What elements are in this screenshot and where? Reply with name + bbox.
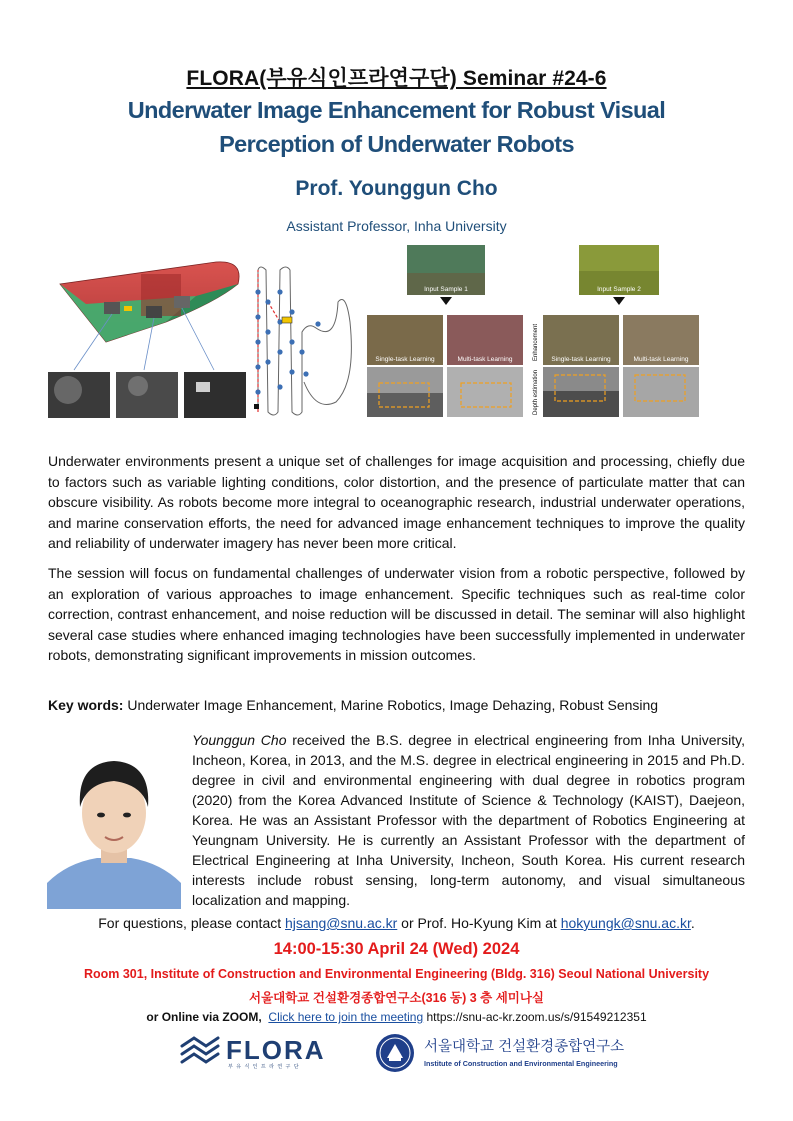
contact-email-link-2[interactable]: hokyungk@snu.ac.kr	[560, 915, 691, 931]
speaker-bio	[192, 730, 745, 910]
contact-prefix: For questions, please contact	[98, 915, 286, 931]
abstract-paragraph-1: Underwater environments present a unique set of challenges for image acquisition and processing, chiefly due to factors such as variable lighting conditions, color distortion, and the presence of particulate matter that can obscure visibility. As robots become more integral to oceanographic research, industrial underwater operations, and marine conservation efforts, the need for advanced image enhancement techniques to improve the quality and reliability of underwater imagery has never been more critical.	[48, 453, 745, 551]
flora-logo	[180, 1032, 345, 1070]
speaker-affiliation: Assistant Professor, Inha University	[286, 218, 507, 234]
speaker-name: Prof. Younggun Cho	[295, 177, 498, 200]
multi-task-label-2: Multi-task Learning	[633, 356, 689, 363]
snu-logo-english: Institute of Construction and Environmental Engineering	[424, 1059, 618, 1068]
talk-title-line-2: Perception of Underwater Robots	[219, 131, 574, 157]
snu-logo	[374, 1032, 644, 1074]
flora-logo-name: FLORA	[226, 1035, 326, 1065]
bio-text: received the B.S. degree in electrical engineering from Inha University, Incheon, Korea, in 2013, and the M.S. degree in electrical engineering in 2015 and Ph.D. degree in civil and environmental engineering with dual degree in robotics program (2020) from the Korea Advanced Institute of Science & Technology (KAIST), Daejeon, Korea. He was an Assistant Professor with the department of Robotics Engineering at Yeungnam University. He is currently an Assistant Professor with the department of Electrical Engineering at Inha University, Incheon, South Korea. His current research interests include robust sensing, long-term autonomy, and visual simultaneous localization and mapping.	[192, 732, 746, 908]
multi-task-label-1: Multi-task Learning	[457, 356, 513, 363]
talk-title-line-1: Underwater Image Enhancement for Robust Visual	[127, 97, 666, 123]
seminar-series-title: FLORA(부유식인프라연구단) Seminar #24-6	[186, 67, 607, 90]
input-sample-2-label: Input Sample 2	[597, 286, 641, 293]
contact-line	[0, 915, 793, 931]
event-datetime: 14:00-15:30 April 24 (Wed) 2024	[273, 940, 520, 958]
contact-suffix: .	[690, 915, 695, 931]
trajectory-figure	[246, 262, 358, 418]
keywords	[48, 697, 658, 713]
row-label-enhancement: Enhancement	[533, 323, 539, 361]
abstract-paragraph-2: The session will focus on fundamental challenges of underwater vision from a robotic perspective, followed by an exploration of various approaches to image enhancement. Specific techniques such as real-time color correction, contrast enhancement, and noise reduction will be discussed in detail. The seminar will also highlight several case studies where enhanced imaging technologies have been successfully implemented in underwater robots, demonstrating significant improvements in mission outcomes.	[48, 565, 745, 663]
contact-middle: or Prof. Ho-Kyung Kim at	[397, 915, 561, 931]
enhancement-results-figure	[365, 243, 700, 419]
online-label: or Online via ZOOM,	[146, 1010, 262, 1024]
flora-wave-icon	[182, 1038, 218, 1062]
single-task-label-1: Single-task Learning	[375, 356, 435, 363]
snu-logo-korean: 서울대학교 건설환경종합연구소	[424, 1039, 625, 1055]
event-venue-english: Room 301, Institute of Construction and Environmental Engineering (Bldg. 316) Seoul National University	[83, 967, 710, 981]
flora-logo-subtitle: 부 유 식 인 프 라 연 구 단	[228, 1064, 300, 1070]
single-task-label-2: Single-task Learning	[551, 356, 611, 363]
zoom-join-link[interactable]: Click here to join the meeting	[268, 1010, 424, 1024]
keywords-text: Underwater Image Enhancement, Marine Robotics, Image Dehazing, Robust Sensing	[123, 697, 659, 713]
zoom-url: https://snu-ac-kr.zoom.us/s/91549212351	[423, 1010, 647, 1024]
bio-name: Younggun Cho	[192, 732, 287, 748]
hull-inspection-figure	[46, 244, 246, 420]
row-label-depth: Depth estimation	[533, 369, 539, 415]
contact-email-link-1[interactable]: hjsang@snu.ac.kr	[285, 915, 398, 931]
event-venue-korean: 서울대학교 건설환경종합연구소(316 동) 3 층 세미나실	[249, 991, 544, 1005]
input-sample-1-label: Input Sample 1	[424, 286, 468, 293]
online-info	[0, 1010, 793, 1024]
keywords-label: Key words:	[48, 697, 124, 713]
speaker-photo	[47, 733, 181, 909]
snu-emblem-icon	[376, 1034, 414, 1072]
